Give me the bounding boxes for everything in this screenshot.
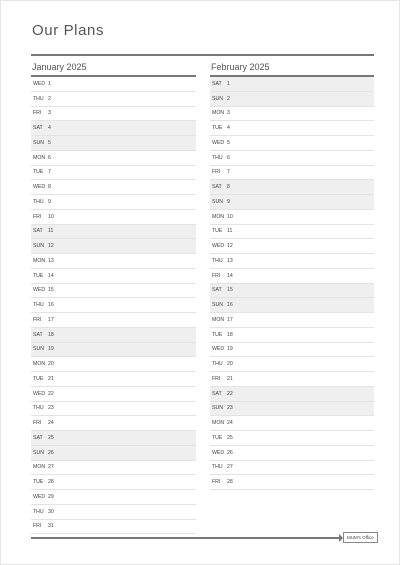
weekday-label: WED <box>33 80 46 87</box>
day-number: 1 <box>48 80 51 87</box>
day-row[interactable] <box>31 446 196 461</box>
day-row[interactable] <box>31 121 196 136</box>
weekday-label: MON <box>33 154 46 161</box>
day-row[interactable] <box>210 416 374 431</box>
day-row[interactable] <box>31 180 196 195</box>
weekday-label: SAT <box>33 125 43 132</box>
day-row[interactable] <box>31 195 196 210</box>
day-number: 5 <box>48 139 51 146</box>
day-row[interactable] <box>210 387 374 402</box>
weekday-label: WED <box>212 243 225 250</box>
day-number: 17 <box>48 316 54 323</box>
day-number: 26 <box>227 449 233 456</box>
day-number: 8 <box>48 184 51 191</box>
day-number: 21 <box>48 375 54 382</box>
day-number: 23 <box>227 405 233 412</box>
day-number: 16 <box>48 302 54 309</box>
day-row[interactable] <box>31 343 196 358</box>
day-row[interactable] <box>31 372 196 387</box>
day-number: 15 <box>227 287 233 294</box>
day-number: 7 <box>227 169 230 176</box>
weekday-label: SAT <box>212 80 222 87</box>
day-row[interactable] <box>31 416 196 431</box>
weekday-label: WED <box>33 287 46 294</box>
day-row[interactable] <box>210 328 374 343</box>
weekday-label: FRI <box>212 479 221 486</box>
day-number: 14 <box>48 272 54 279</box>
day-row[interactable] <box>210 107 374 122</box>
weekday-label: MON <box>33 464 46 471</box>
day-row[interactable] <box>31 151 196 166</box>
day-row[interactable] <box>31 284 196 299</box>
day-row[interactable] <box>210 431 374 446</box>
day-row[interactable] <box>31 298 196 313</box>
day-number: 15 <box>48 287 54 294</box>
day-number: 18 <box>227 331 233 338</box>
day-row[interactable] <box>31 239 196 254</box>
weekday-label: WED <box>33 184 46 191</box>
day-number: 10 <box>48 213 54 220</box>
day-row[interactable] <box>210 269 374 284</box>
month-heading: February 2025 <box>211 62 270 72</box>
day-row[interactable] <box>31 461 196 476</box>
day-row[interactable] <box>31 254 196 269</box>
weekday-label: FRI <box>33 316 42 323</box>
weekday-label: SUN <box>212 95 223 102</box>
day-number: 6 <box>48 154 51 161</box>
weekday-label: THU <box>33 198 44 205</box>
weekday-label: THU <box>33 405 44 412</box>
weekday-label: MON <box>212 213 225 220</box>
weekday-label: THU <box>33 95 44 102</box>
day-row[interactable] <box>31 77 196 92</box>
weekday-label: FRI <box>212 375 221 382</box>
day-row[interactable] <box>31 107 196 122</box>
day-number: 11 <box>48 228 54 235</box>
day-row[interactable] <box>210 254 374 269</box>
day-row[interactable] <box>210 151 374 166</box>
day-row[interactable] <box>31 520 196 535</box>
day-number: 7 <box>48 169 51 176</box>
day-row[interactable] <box>31 166 196 181</box>
day-row[interactable] <box>31 136 196 151</box>
weekday-label: THU <box>212 257 223 264</box>
day-number: 22 <box>48 390 54 397</box>
title-divider <box>31 54 374 56</box>
weekday-label: SUN <box>212 198 223 205</box>
weekday-label: SAT <box>33 228 43 235</box>
day-row[interactable] <box>210 402 374 417</box>
day-number: 11 <box>227 228 233 235</box>
day-number: 14 <box>227 272 233 279</box>
day-row[interactable] <box>210 475 374 490</box>
weekday-label: FRI <box>33 420 42 427</box>
weekday-label: TUE <box>212 331 223 338</box>
day-number: 4 <box>48 125 51 132</box>
day-number: 9 <box>227 198 230 205</box>
day-number: 12 <box>227 243 233 250</box>
day-row[interactable] <box>210 77 374 92</box>
weekday-label: FRI <box>33 523 42 530</box>
day-row[interactable] <box>210 136 374 151</box>
day-row[interactable] <box>210 121 374 136</box>
day-number: 2 <box>48 95 51 102</box>
day-row[interactable] <box>31 328 196 343</box>
weekday-label: SAT <box>212 390 222 397</box>
day-number: 20 <box>48 361 54 368</box>
day-number: 13 <box>48 257 54 264</box>
weekday-label: TUE <box>212 434 223 441</box>
weekday-label: WED <box>212 346 225 353</box>
day-row[interactable] <box>31 210 196 225</box>
weekday-label: SAT <box>33 331 43 338</box>
day-row[interactable] <box>31 402 196 417</box>
page-title: Our Plans <box>32 22 105 39</box>
day-list <box>210 77 374 490</box>
day-row[interactable] <box>210 225 374 240</box>
day-row[interactable] <box>31 431 196 446</box>
weekday-label: MON <box>212 420 225 427</box>
day-number: 25 <box>227 434 233 441</box>
weekday-label: THU <box>212 464 223 471</box>
day-number: 29 <box>48 493 54 500</box>
day-number: 3 <box>48 110 51 117</box>
weekday-label: SUN <box>33 449 44 456</box>
day-row[interactable] <box>210 372 374 387</box>
weekday-label: SUN <box>33 346 44 353</box>
day-row[interactable] <box>210 313 374 328</box>
weekday-label: MON <box>212 316 225 323</box>
weekday-label: MON <box>33 361 46 368</box>
weekday-label: TUE <box>33 169 44 176</box>
day-row[interactable] <box>210 210 374 225</box>
day-number: 4 <box>227 125 230 132</box>
day-row[interactable] <box>210 461 374 476</box>
day-number: 10 <box>227 213 233 220</box>
day-row[interactable] <box>31 313 196 328</box>
month-column-february <box>210 59 374 490</box>
weekday-label: SUN <box>33 243 44 250</box>
day-number: 16 <box>227 302 233 309</box>
day-row[interactable] <box>210 343 374 358</box>
day-number: 23 <box>48 405 54 412</box>
weekday-label: THU <box>212 361 223 368</box>
day-number: 5 <box>227 139 230 146</box>
weekday-label: SUN <box>33 139 44 146</box>
weekday-label: FRI <box>33 110 42 117</box>
brand-logo <box>339 532 378 543</box>
day-number: 31 <box>48 523 54 530</box>
weekday-label: FRI <box>33 213 42 220</box>
weekday-label: SAT <box>212 287 222 294</box>
weekday-label: THU <box>33 302 44 309</box>
day-number: 24 <box>227 420 233 427</box>
day-number: 1 <box>227 80 230 87</box>
day-number: 30 <box>48 508 54 515</box>
day-row[interactable] <box>210 446 374 461</box>
day-number: 8 <box>227 184 230 191</box>
weekday-label: WED <box>33 390 46 397</box>
day-row[interactable] <box>31 225 196 240</box>
day-row[interactable] <box>31 490 196 505</box>
day-number: 19 <box>227 346 233 353</box>
day-row[interactable] <box>210 284 374 299</box>
weekday-label: FRI <box>212 272 221 279</box>
day-number: 25 <box>48 434 54 441</box>
day-row[interactable] <box>210 92 374 107</box>
day-row[interactable] <box>31 269 196 284</box>
day-number: 22 <box>227 390 233 397</box>
day-number: 28 <box>227 479 233 486</box>
weekday-label: WED <box>212 139 225 146</box>
weekday-label: TUE <box>33 479 44 486</box>
day-number: 20 <box>227 361 233 368</box>
day-number: 6 <box>227 154 230 161</box>
day-row[interactable] <box>210 166 374 181</box>
weekday-label: SUN <box>212 405 223 412</box>
day-number: 21 <box>227 375 233 382</box>
weekday-label: MON <box>33 257 46 264</box>
weekday-label: TUE <box>33 272 44 279</box>
day-number: 27 <box>48 464 54 471</box>
day-number: 13 <box>227 257 233 264</box>
day-number: 12 <box>48 243 54 250</box>
weekday-label: SAT <box>33 434 43 441</box>
month-column-january <box>31 59 196 534</box>
weekday-label: SUN <box>212 302 223 309</box>
weekday-label: TUE <box>212 228 223 235</box>
day-number: 2 <box>227 95 230 102</box>
day-number: 3 <box>227 110 230 117</box>
month-heading: January 2025 <box>32 62 87 72</box>
day-row[interactable] <box>210 239 374 254</box>
day-row[interactable] <box>210 180 374 195</box>
weekday-label: THU <box>33 508 44 515</box>
brand-label: MUM's Office <box>343 532 378 543</box>
weekday-label: MON <box>212 110 225 117</box>
day-number: 27 <box>227 464 233 471</box>
day-list <box>31 77 196 534</box>
day-number: 18 <box>48 331 54 338</box>
weekday-label: TUE <box>212 125 223 132</box>
day-row[interactable] <box>31 387 196 402</box>
day-row[interactable] <box>31 475 196 490</box>
footer-divider <box>31 537 339 539</box>
day-number: 26 <box>48 449 54 456</box>
day-row[interactable] <box>31 92 196 107</box>
day-row[interactable] <box>31 357 196 372</box>
weekday-label: TUE <box>33 375 44 382</box>
day-row[interactable] <box>210 357 374 372</box>
day-number: 28 <box>48 479 54 486</box>
day-row[interactable] <box>210 298 374 313</box>
weekday-label: FRI <box>212 169 221 176</box>
day-number: 17 <box>227 316 233 323</box>
weekday-label: SAT <box>212 184 222 191</box>
weekday-label: THU <box>212 154 223 161</box>
day-row[interactable] <box>31 505 196 520</box>
day-number: 19 <box>48 346 54 353</box>
weekday-label: WED <box>212 449 225 456</box>
day-number: 9 <box>48 198 51 205</box>
day-number: 24 <box>48 420 54 427</box>
day-row[interactable] <box>210 195 374 210</box>
weekday-label: WED <box>33 493 46 500</box>
